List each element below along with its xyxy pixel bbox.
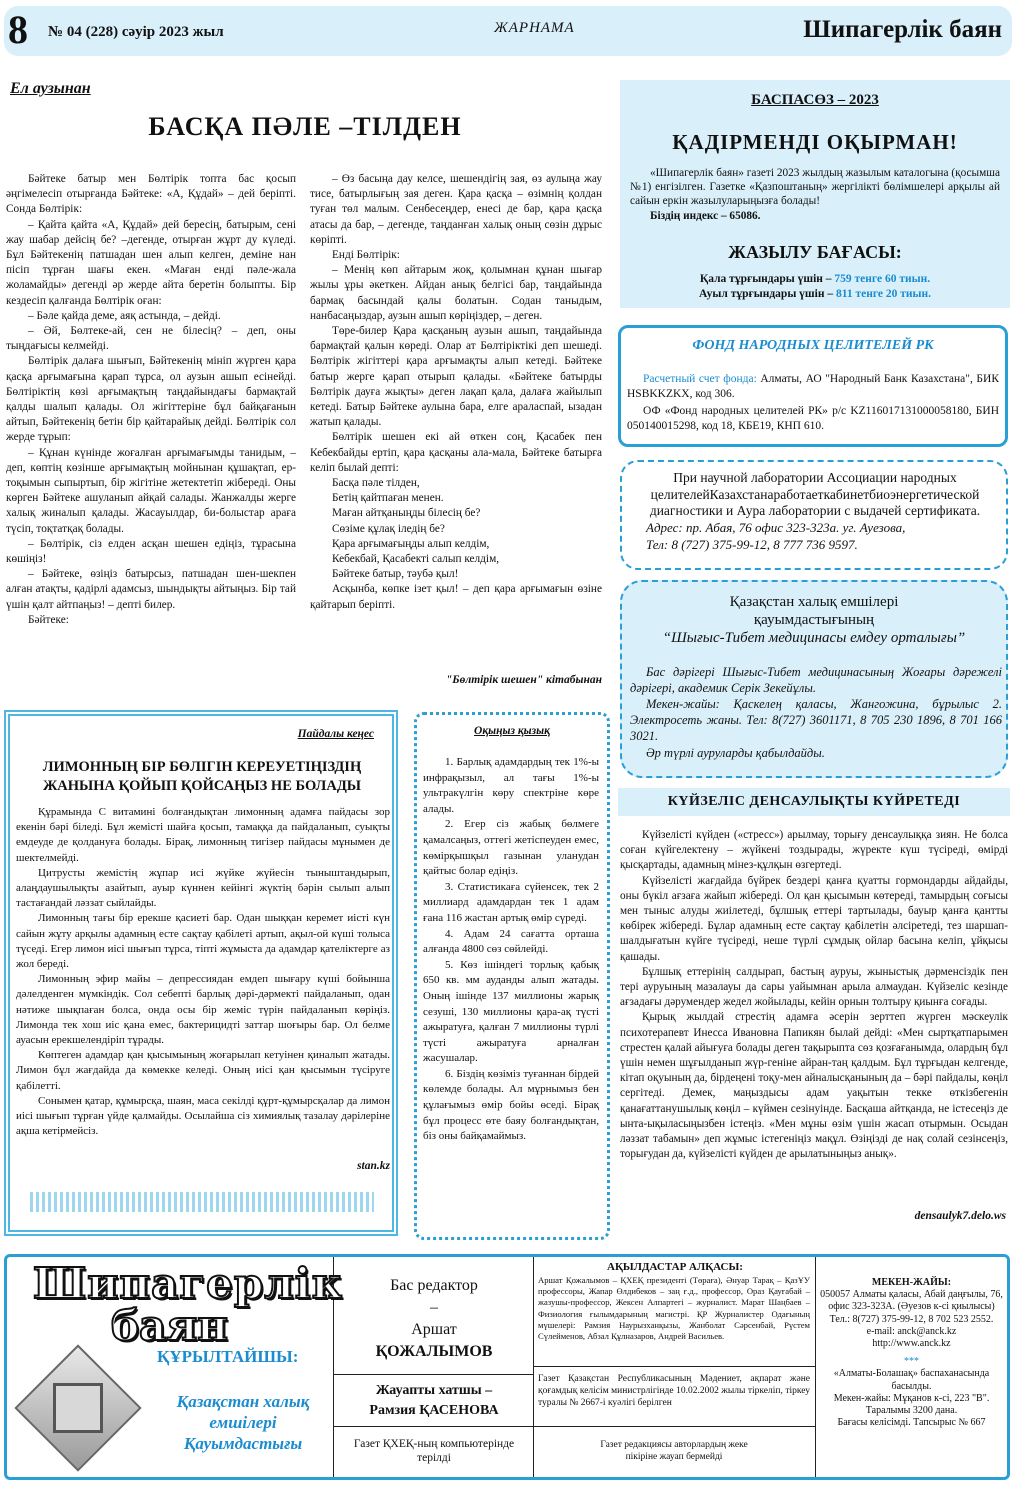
order-info: Бағасы келісімді. Тапсырыс № 667 [837,1417,986,1429]
verse-line: Қара арғымағыңды алып келдім, [332,537,490,550]
verse-line: Басқа пәле тілден, [332,477,420,490]
facts-title: Оқыңыз қызық [474,725,550,737]
fact-item: 6. Біздің көзіміз туғаннан бірдей көлемде болады. Ал мұрнымыз бен құлағымыз өмір бойы өседі. Бірақ бұл процесс өте баяу болғандықтан, біз оны байқамаймыз. [423,1067,599,1143]
address-title: МЕКЕН-ЖАЙЫ: [871,1277,952,1288]
fund-account-text: Алматы, АО "Народный Банк Казахстана", БИК HSBKKZKX, код 306. [627,373,999,400]
footer-address-cell [816,1257,1007,1477]
page-header [4,6,1012,56]
healers-title-2: қауымдастығының [753,612,875,628]
paragraph: Күйзелісті күйден («стресс») арылмау, торығу денсаулыққа зиян. Не болса соған күйгелектену – жүйкені тоздырады, жүректе күш түсіреді, өмірді қысқартады, адамның мінез-құлқын өзгертеді. [620,829,1008,872]
paragraph: Асқынба, көпке ізет қыл! – деп қара арғымағын өзіне қайтарып беріпті. [310,583,602,611]
subscription-greeting: ҚАДІРМЕНДІ ОҚЫРМАН! [672,130,958,154]
paragraph: Лимонның тағы бір ерекше қасиеті бар. Одан шыққан керемет иісті күн сайын жұту арқылы адамның есте сақтау қабілеті артып, ақыл-ой күші толыса түседі. Егер лимон иісі шығып тұрса, тіпті жұмыста да адамдар қателіктерге аз жол береді. [16,912,390,971]
paragraph: – Құнан күнінде жоғалған арғымағымды танидым, – деп, көптің көзінше арғымақтың мойнынан құшақтап, ер-тоқымын сыпыртып, бір жігітіне жетектетіп жібереді. Оны көрген Бәйтеке ашуланып айқай салады. Жанжалды жерге халық жиналып қалады. Жасауылдар, би-болыстар араға түсіп, тоқтатқақ болады. [6,446,296,535]
footer-board-cell [534,1257,816,1367]
paragraph: Бөлтірік далаға шығып, Бәйтекенің мініп жүрген қара қасқа арғымағына қарап тұрса, ол аузын ашып есінейді. Бөлтіріктің көзі арғымақтың таңдайындағы бармақтай қалды шалып қалады. Ол жігіттеріне бұл байқағанын айтып, Бәйтекенің бетін бір қайтарайық дейді. Бөлтірік сол жерде тұрып: [6,355,296,444]
healers-doctor: Бас дәрігері Шығыс-Тибет медицинасының Жоғары дәрежелі дәрігері, академик Серік Зекейұлы. [630,665,1002,695]
stress-source: densaulyk7.delo.ws [914,1210,1006,1222]
emblem-icon [14,1344,141,1471]
verse-line: Маған айтқаныңды білесің бе? [332,507,481,520]
paragraph: – Менің көп айтарым жоқ, қолымнан құнан шығар жылы ұры әкеткен. Айдан анық белгісі бар, таңдайында бармақ басындай қалы болатын. Содан таныдым, нанбасаңыздар, аузын ашып көріңіздер, – деген. [310,264,602,322]
rural-price-value: 811 тенге 20 тиын. [835,288,932,300]
section-label: Ел аузынан [10,80,91,97]
fact-item: 2. Егер сіз жабық бөлмеге қамалсаңыз, оттегі жетіспеуден емес, көмірқышқыл газынан уланудан қайтыс болар едіңіз. [423,818,599,878]
article-title: БАСҚА ПӘЛЕ –ТІЛДЕН [148,112,462,141]
lemon-source: stan.kz [357,1160,390,1172]
paragraph: – Қайта қайта «А, Құдай» дей бересің, батырым, сені жау шабар дейсің бе? –дегенде, отырған жұрт ду күледі. Бұл Бәйтекенің патшадан шен алып келген, деміне нан пісіп тұрған шағы екен. «Маған енді пәле-жала жоламайды» дегенді әр жерде айта беретін болыпты. Бір кездесіп қалғанда Бөлтірік оған: [6,218,296,307]
verse [310,476,602,582]
article-source: "Бөлтірік шешен" кітабынан [445,674,602,686]
fund-account-label: Расчетный счет фонда: [643,373,757,385]
logo-line-2: баян [111,1301,228,1350]
fact-item: 1. Барлық адамдардың тек 1%-ы инфрақызыл, ал тағы 1%-ы ультракүлгін көру спектріне көре алады. [423,756,599,815]
article-column-1 [6,172,296,628]
paragraph: Енді Бөлтірік: [332,249,400,262]
paragraph: Бәйтеке батыр мен Бөлтірік топта бас қосып әңгімелесіп отырғанда Бәйтеке: «А, Құдай» – дей беріпті. Сонда Бөлтірік: [6,173,296,216]
healers-title-1: Қазақстан халық емшілері [729,594,899,610]
subscription-heading: БАСПАСӨЗ – 2023 [751,92,879,108]
address-phone: Тел.: 8(727) 375-99-12, 8 702 523 2552. [829,1313,994,1325]
stress-title: КҮЙЗЕЛІС ДЕНСАУЛЫҚТЫ КҮЙРЕТЕДІ [667,794,961,809]
verse-line: Сөзіме құлақ іледің бе? [332,522,445,535]
lab-box [620,460,1008,570]
subscription-box [620,80,1010,308]
circulation: Таралымы 3200 дана. [865,1405,958,1417]
rural-price [620,288,1010,300]
stress-body [620,828,1008,1162]
paragraph: Көптеген адамдар қан қысымының жоғарылап кетуінен қиналып жатады. Лимон бұл жағдайда да көмекке келеді. Оның иісі қан қысымын түсіруге қабілетті. [16,1049,390,1092]
founder-name: Қазақстан халық емшілері Қауымдастығы [176,1392,310,1453]
printer-address: Мекен-жайы: Мұқанов к-сі, 223 "В". [833,1392,990,1404]
paragraph: Цитрусты жемістің жұпар исі жүйке жүйесін тыныштандырып, алаңдаушылықты азайтып, ауыр күннен кейінгі жүктің бәрін сылып алып тастағандай ләззат сыйлайды. [16,866,390,910]
verse-line: Бәйтеке батыр, тәубә қыл! [332,568,459,581]
footer-logo-cell [7,1257,344,1477]
paragraph: – Бөлтірік, сіз елден асқан шешен едіңіз, тұрасына көшіңіз! [6,537,296,566]
rural-label: Ауыл тұрғындары үшін – [698,288,834,300]
lab-address: Адрес: пр. Абая, 76 офис 323-323а. уг. Ауезова, [646,520,906,535]
footer-registration-cell [534,1367,816,1427]
healers-box [620,580,1008,778]
lemon-title: ЛИМОННЫҢ БІР БӨЛІГІН КЕРЕУЕТІҢІЗДІҢ ЖАНЫНА ҚОЙЫП ҚОЙСАҢЫЗ НЕ БОЛАДЫ [42,759,362,794]
board-text: Аршат Қожалымов – ҚХЕҚ президенті (Төраға), Әнуар Тарақ – ҚазҰУ профессоры, Жапар Өлдибеков – заң ғ.д., профессор, Ораз Қауғабай – жазушы-профессор, Жексен Алпартегі – журналист. Марат Шаңбаев – Физиология ғылымдарының магистрі. ҚР Журналистер Одағының мүшелері: Рамзия Наурызханқызы, Жанболат Сәрсенбай, Рүстем Сүлейменов, Абзал Құлназаров, Андрей Васильев. [538,1275,810,1342]
rubric: ЖАРНАМА [494,20,575,36]
issue-info: № 04 (228) сәуір 2023 жыл [48,24,224,40]
footer-layout-cell [334,1427,534,1477]
secretary-role: Жауапты хатшы – [375,1383,493,1398]
logo-line-1: Шипагерлік [33,1259,344,1308]
paragraph: Сонымен қатар, құмырсқа, шаян, маса секілді құрт-құмырсқалар да лимон иісі шығып тұрған үйде қалмайды. Осылайша сіз химиялық тазалау дәрілеріне ақша кетірмейсіз. [16,1094,390,1138]
fund-box [618,325,1008,447]
fact-item: 4. Адам 24 сағатта орташа алғанда 4800 сөз сөйлейді. [423,927,599,956]
address-web[interactable]: http://www.anck.kz [872,1338,951,1350]
stress-title-bar [618,788,1010,816]
fund-account [627,372,999,402]
paragraph: – Бәле қайда деме, аяқ астында, – дейді. [28,309,221,322]
paragraph: – Әй, Бөлтеке-ай, сен не білесің? – деп, оны тыңдағысы келмейді. [6,325,296,353]
verse-line: Кебекбай, Қасабекті салып келдім, [332,553,500,566]
fact-item: 5. Көз ішіндегі торлық қабық 650 кв. мм ауданды алып жатады. Оның ішінде 137 миллионы жарық сезуші, 130 миллионы қара-ақ түсті ажыратуға, қалған 7 миллионы түрлі түсті ажыратуға арналған жасушалар. [423,958,599,1065]
decorative-strip [30,1192,374,1212]
editor-role: Бас редактор [390,1277,478,1294]
address-text: 050057 Алматы қаласы, Абай даңғылы, 76, офис 323-323А. (Әуезов к-сі қиылысы) [820,1289,1003,1313]
editor-dash: – [430,1299,438,1316]
city-label: Қала тұрғындары үшін – [699,273,832,285]
verse-line: Бетің қайтпаған менен. [332,492,444,505]
price-title: ЖАЗЫЛУ БАҒАСЫ: [728,242,902,262]
layout-note: Газет ҚХЕҚ-ның компьютерінде терілді [353,1438,515,1464]
paragraph: – Өз басыңа дау келсе, шешендігің зая, өз аулыңа жау тисе, батырлығың зая деген. Қара қасқа – өзімнің қолдан туған төл малым. Сенбесеңдер, енесі де бар, қара қасқа атасы да бар, – дегенде, таңданған халық оның сөзін дұрыс көріпті. [310,173,602,246]
founder-label: ҚҰРЫЛТАЙШЫ: [157,1347,299,1366]
city-price-value: 759 тенге 60 тиын. [834,273,931,285]
lemon-section: Пайдалы кеңес [297,728,374,740]
paragraph: Құрамында С витамині болғандықтан лимонның адамға пайдасы зор екенін бәрі біледі. Бұл жемісті шайға қосып, тамаққа да пайдаланып, суықты емдеуде де қолдануға болады. Бірақ, лимонның тигізер пайдасы мұнымен де шектелмейді. [16,806,390,864]
paragraph: – Бәйтеке, өзіңіз батырсыз, патшадан шен-шекпен алған атақты, қадірлі адамсыз, шындықты айтыңыз. Бір тай үшін қалт айтпаңыз! – депті билер. [6,568,296,611]
board-title: АҚЫЛДАСТАР АЛҚАСЫ: [607,1261,743,1273]
footer-secretary-cell [334,1375,534,1427]
subscription-index: Біздің индекс – 65086. [650,210,761,222]
healers-address: Мекен-жайы: Қаскелең қаласы, Жангожина, бұрылыс 2. Электросеть жаны. Тел: 8(727) 3601171, 8 705 230 1896, 8 701 166 3021. [630,697,1002,743]
healers-note: Әр түрлі ауруларды қабылдайды. [646,746,825,760]
paragraph: Лимонның эфир майы – депрессиядан емдеп шығару күші бойынша дәлелденген мүмкіндік. Сол себепті барлық дәрі-дәрмекті пайдаланып, одан нәтиже шықпаған болса, онда осы бір жеміс түрін пайдаланып көріңіз. Лимонда тек хош иіс қана емес, бактерицидті заттар шоғыры бар. Ол белме ауасын ерекшелендіріп тұрады. [16,973,390,1047]
paragraph: Төре-билер Қара қасқаның аузын ашып, таңдайында бармақтай қалын көреді. Олар ат Бөлтіріктікі деп шешеді. Бөлтірік жігіттері қара арғымақты алып кетеді. Бәйтеке батыр жерге қарап отырып қалады. «Бәйтеке батырды Бөлтірік дауға жықты» деген лақап қала, далаға жайылып кетеді. Батыр Бәйтеке аулына бара, елге араласпай, ызадан жатып қалады. [310,325,602,429]
fund-title: ФОНД НАРОДНЫХ ЦЕЛИТЕЛЕЙ РК [692,338,934,353]
printer-text: «Алматы-Болашақ» баспаханасында басылды. [833,1368,990,1392]
paragraph: Бұлшық еттерінің салдырап, бастың ауруы, жыныстық дәрменсіздік пен тері ауруының мазалауы да сары уайымнан арыла алмаудан. Күйзеліс кезінде ағзадағы дәрумендер жедел жойылады, кейін орнын толтыру қиынға соғады. [620,965,1008,1009]
article-column-2 [310,172,602,613]
disclaimer-text: Газет редакциясы авторлардың жеке пікіріне жауап бермейді [600,1440,748,1462]
page-number: 8 [8,7,28,52]
editor-last-name: ҚОЖАЛЫМОВ [375,1343,493,1360]
editor-first-name: Аршат [411,1321,457,1338]
lab-text: При научной лаборатории Ассоциации народных целителейКазахстанаработаеткабинетбиоэнергетической диагностики и Аура лаборатории с выдачей сертификата. [649,470,981,518]
lemon-body [16,805,390,1139]
paragraph: Бөлтірік шешен екі ай өткен соң, Қасабек пен Кебекбайды ертіп, қара қасқаны ала-мала, Бәйтеке батырға келіп былай депті: [310,431,602,474]
stars-divider: *** [904,1356,919,1368]
secretary-name: Рамзия ҚАСЕНОВА [369,1403,499,1418]
city-price [620,273,1010,285]
paragraph: Қырық жылдай стрестің адамға әсерін зерттеп жүрген мәскеулік психотерапевт Инесса Ивановна Папикян былай дейді: «Мен сыртқатпарымен стрестен қалай айығуға болады деген тақырыпта сөз қозғағанымда, олардың бұл үшін немен шұғылданып жүр-геніне айран-таң қалдым. Бұл тұрғыдан келгенде, кітап оқуының да, бірдеңені тоқу-мен айналысқанының да – бәрі пайдалы, көңіл сергітеді. Демек, маңыздысы адам уақытын текке өткізбегенін қанағаттанушылық көңіл – күймен сезінуінде. Басқаша айтқанда, не істесеңіз де ынта-ықыласыңызбен істеңіз. «Мен мұны өзім үшін жасап отырмын. Осыдан ләззат табамын» деп жұмыс істегеніңіз мақұл. Өзіңізді де нақ солай сезінсеңіз, торығудан да, күйзелісті күйден де арылатыныңыз анық». [620,1011,1008,1161]
lab-phones: Тел: 8 (727) 375-99-12, 8 777 736 9597. [646,537,858,552]
address-email[interactable]: e-mail: anck@anck.kz [866,1325,957,1337]
newspaper-name: Шипагерлік баян [803,16,1002,43]
fund-details: ОФ «Фонд народных целителей РК» р/с KZ116017131000058180, БИН 050140015298, код 18, КБЕ19, КНП 610. [627,405,999,432]
paragraph: Бәйтеке: [28,613,69,626]
fact-item: 3. Статистикаға сүйенсек, тек 2 миллиард адамдардан тек 1 адам ғана 116 жастан артық өмір сүреді. [423,880,599,924]
healers-title-3: “Шығыс-Тибет медицинасы емдеу орталығы” [662,630,966,646]
footer-disclaimer-cell [534,1427,816,1477]
facts-box [414,712,610,1240]
paragraph: Күйзелісті жағдайда бүйрек бездері қанға қуатты гормондарды айдайды, оны бүкіл ағзаға жайып жібереді. Ол қан қысымын көтереді, тамырдың соғысы мен тыныс алуды жиілетеді, бұлшық еттері тартылады, бауыр қанға қантты көбірек жібереді. Бұлар адамның есте сақтау қабілетін әлсіретеді, тез шаршап-шалдығатын күйге түсіреді, неше түрлі сұмдық ойлар басына келіп, ұйқысы қашады. [620,874,1008,963]
footer [4,1254,1010,1480]
footer-editor-cell [334,1257,534,1375]
registration-text: Газет Қазақстан Республикасының Мәдениет, ақпарат және қоғамдық келісім министрлігінде 10.02.2002 жылы тіркеліп, тіркеу туралы № 2667-і куәлігі берілген [538,1374,810,1408]
subscription-text: «Шипагерлік баян» газеті 2023 жылдың жазылым каталогына (қосымша №1) енгізілген. Газетке «Қазпоштаның» жергілікті бөлімшелері арқылы ай сайын еркін жазылуларыңызға болады! [630,167,1000,207]
facts-list [423,755,599,1145]
